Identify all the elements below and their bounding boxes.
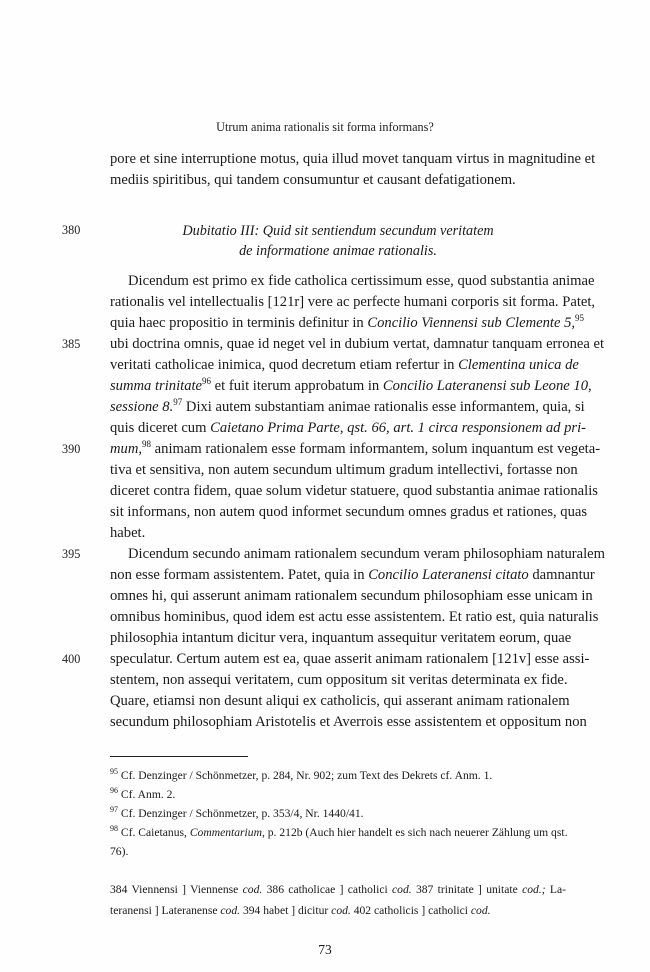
body-line: [110, 397, 585, 418]
italic-title: sessione 8.: [110, 399, 174, 415]
footnote: [110, 804, 566, 823]
footnote-ref[interactable]: 97: [173, 397, 183, 407]
footnote-text: Cf. Caietanus,: [118, 826, 190, 839]
footnote-ref[interactable]: 95: [575, 313, 585, 323]
text-span: Dixi autem substantiam animae rationalis esse informantem, quia, si: [182, 399, 585, 415]
text-span: damnantur: [528, 567, 595, 583]
apparatus-siglum: cod.: [220, 904, 241, 917]
apparatus-entry: 394 habet ] dicitur: [240, 904, 332, 917]
footnote-number: 96: [110, 786, 118, 795]
body-line: stentem, non assequi veritatem, cum oppositum sit veritas determinata ex fide.: [110, 672, 568, 688]
body-line: speculatur. Certum autem est ea, quae asserit animam rationalem [121v] esse assi-: [110, 651, 590, 667]
italic-title: summa trinitate: [110, 378, 203, 394]
apparatus-entry: teranensi ] Lateranense: [110, 904, 221, 917]
line-number: 395: [62, 547, 81, 561]
body-line: [110, 418, 587, 439]
running-head: Utrum anima rationalis sit forma informans?: [216, 120, 434, 134]
body-line: omnes hi, qui asserunt animam rationalem secundum philosophiam esse unicam in: [110, 588, 593, 604]
body-line: omnibus hominibus, quod idem est actu esse assistentem. Et ratio est, quia naturalis: [110, 609, 599, 625]
body-line: Dicendum est primo ex fide catholica certissimum esse, quod substantia animae: [128, 273, 595, 289]
text-span: et fuit iterum approbatum in: [211, 378, 383, 394]
body-line: rationalis vel intellectualis [121r] vere ac perfecte humani corporis sit forma. Patet,: [110, 294, 596, 310]
apparatus-line: [110, 879, 566, 900]
body-line: [110, 439, 601, 460]
footnote: [110, 785, 566, 804]
body-line: philosophia intantum dicitur vera, inquantum assequitur veritatem eorum, quae: [110, 630, 572, 646]
line-number: 380: [62, 223, 81, 237]
footnote: [110, 766, 566, 785]
apparatus-entry: 387 trinitate ] unitate: [411, 883, 523, 896]
body-line: diceret contra fidem, quae solum videtur statuere, quod substantia animae rationalis: [110, 483, 598, 499]
footnote-number: 97: [110, 805, 118, 814]
section-heading-line: de informatione animae rationalis.: [239, 243, 437, 259]
apparatus-siglum: cod.: [331, 904, 351, 917]
text-span: quia haec propositio in terminis definitur in: [110, 315, 368, 331]
line-number: 400: [62, 652, 81, 666]
text-span: animam rationalem esse formam informantem, solum inquantum est vegeta-: [151, 441, 601, 457]
body-line: ubi doctrina omnis, quae id neget vel in dubium vertat, damnatur tanquam erronea et: [110, 336, 605, 352]
footnote-continuation: 76).: [110, 845, 129, 858]
body-line: mediis spiritibus, qui tandem consumuntur et causant defatigationem.: [110, 172, 516, 188]
apparatus-siglum: cod.;: [522, 883, 546, 896]
page-number: 73: [318, 942, 332, 957]
italic-title: mum,: [110, 441, 143, 457]
italic-title: Concilio Lateranensi citato: [368, 567, 529, 583]
body-line: [110, 376, 592, 397]
apparatus-entry: 386 catholicae ] catholici: [262, 883, 392, 896]
footnote: [110, 823, 566, 842]
line-number: 385: [62, 337, 81, 351]
italic-title: Concilio Viennensi sub Clemente 5,: [367, 315, 576, 331]
apparatus-siglum: cod.: [470, 904, 491, 917]
apparatus-entry: La-: [545, 883, 566, 896]
text-span: non esse formam assistentem. Patet, quia in: [110, 567, 369, 583]
apparatus-siglum: cod.: [392, 883, 412, 896]
footnote-ref[interactable]: 98: [142, 439, 152, 449]
footnote-text: Cf. Anm. 2.: [118, 788, 176, 801]
italic-title: Clementina unica de: [458, 357, 579, 373]
italic-title: Concilio Lateranensi sub Leone 10,: [382, 378, 592, 394]
body-line: [110, 355, 579, 376]
apparatus-entry: 384 Viennensi ] Viennense: [110, 883, 243, 896]
body-line: habet.: [110, 525, 146, 541]
text-span: veritati catholicae inimica, quod decretum etiam refertur in: [110, 357, 459, 373]
body-line: Quare, etiamsi non desunt aliqui ex catholicis, qui asserant animam rationalem: [110, 693, 570, 709]
apparatus-siglum: cod.: [242, 883, 263, 896]
body-line: [110, 313, 585, 334]
footnote-number: 95: [110, 767, 118, 776]
body-line: [110, 565, 595, 586]
section-heading: [110, 221, 566, 261]
footnote-text: Cf. Denzinger / Schönmetzer, p. 284, Nr. 902; zum Text des Dekrets cf. Anm. 1.: [118, 769, 493, 782]
apparatus-entry: 402 catholicis ] catholici: [350, 904, 471, 917]
body-line: pore et sine interruptione motus, quia illud movet tanquam virtus in magnitudine et: [110, 151, 596, 167]
body-line: tiva et sensitiva, non autem secundum ultimum gradum intellectivi, fortasse non: [110, 462, 578, 478]
footnote-italic: Commentarium: [189, 826, 262, 839]
body-line: Dicendum secundo animam rationalem secundum veram philosophiam naturalem: [128, 546, 605, 562]
footnote-number: 98: [110, 824, 118, 833]
line-number: 390: [62, 442, 81, 456]
body-line: secundum philosophiam Aristotelis et Averrois esse assistentem et oppositum non: [110, 714, 587, 730]
italic-title: Caietano Prima Parte, qst. 66, art. 1 circa responsionem ad pri-: [210, 420, 587, 436]
footnote-separator: [110, 756, 248, 757]
footnote-ref[interactable]: 96: [202, 376, 212, 386]
apparatus-line: [110, 900, 566, 921]
section-heading-line: Dubitatio III: Quid sit sentiendum secundum veritatem: [182, 223, 494, 239]
footnote-text: , p. 212b (Auch hier handelt es sich nach neuerer Zählung um qst.: [261, 826, 568, 839]
body-line: sit informans, non autem quod informet secundum omnes gradus et rationes, quas: [110, 504, 588, 520]
text-span: quis diceret cum: [110, 420, 211, 436]
footnote-text: Cf. Denzinger / Schönmetzer, p. 353/4, Nr. 1440/41.: [118, 807, 364, 820]
